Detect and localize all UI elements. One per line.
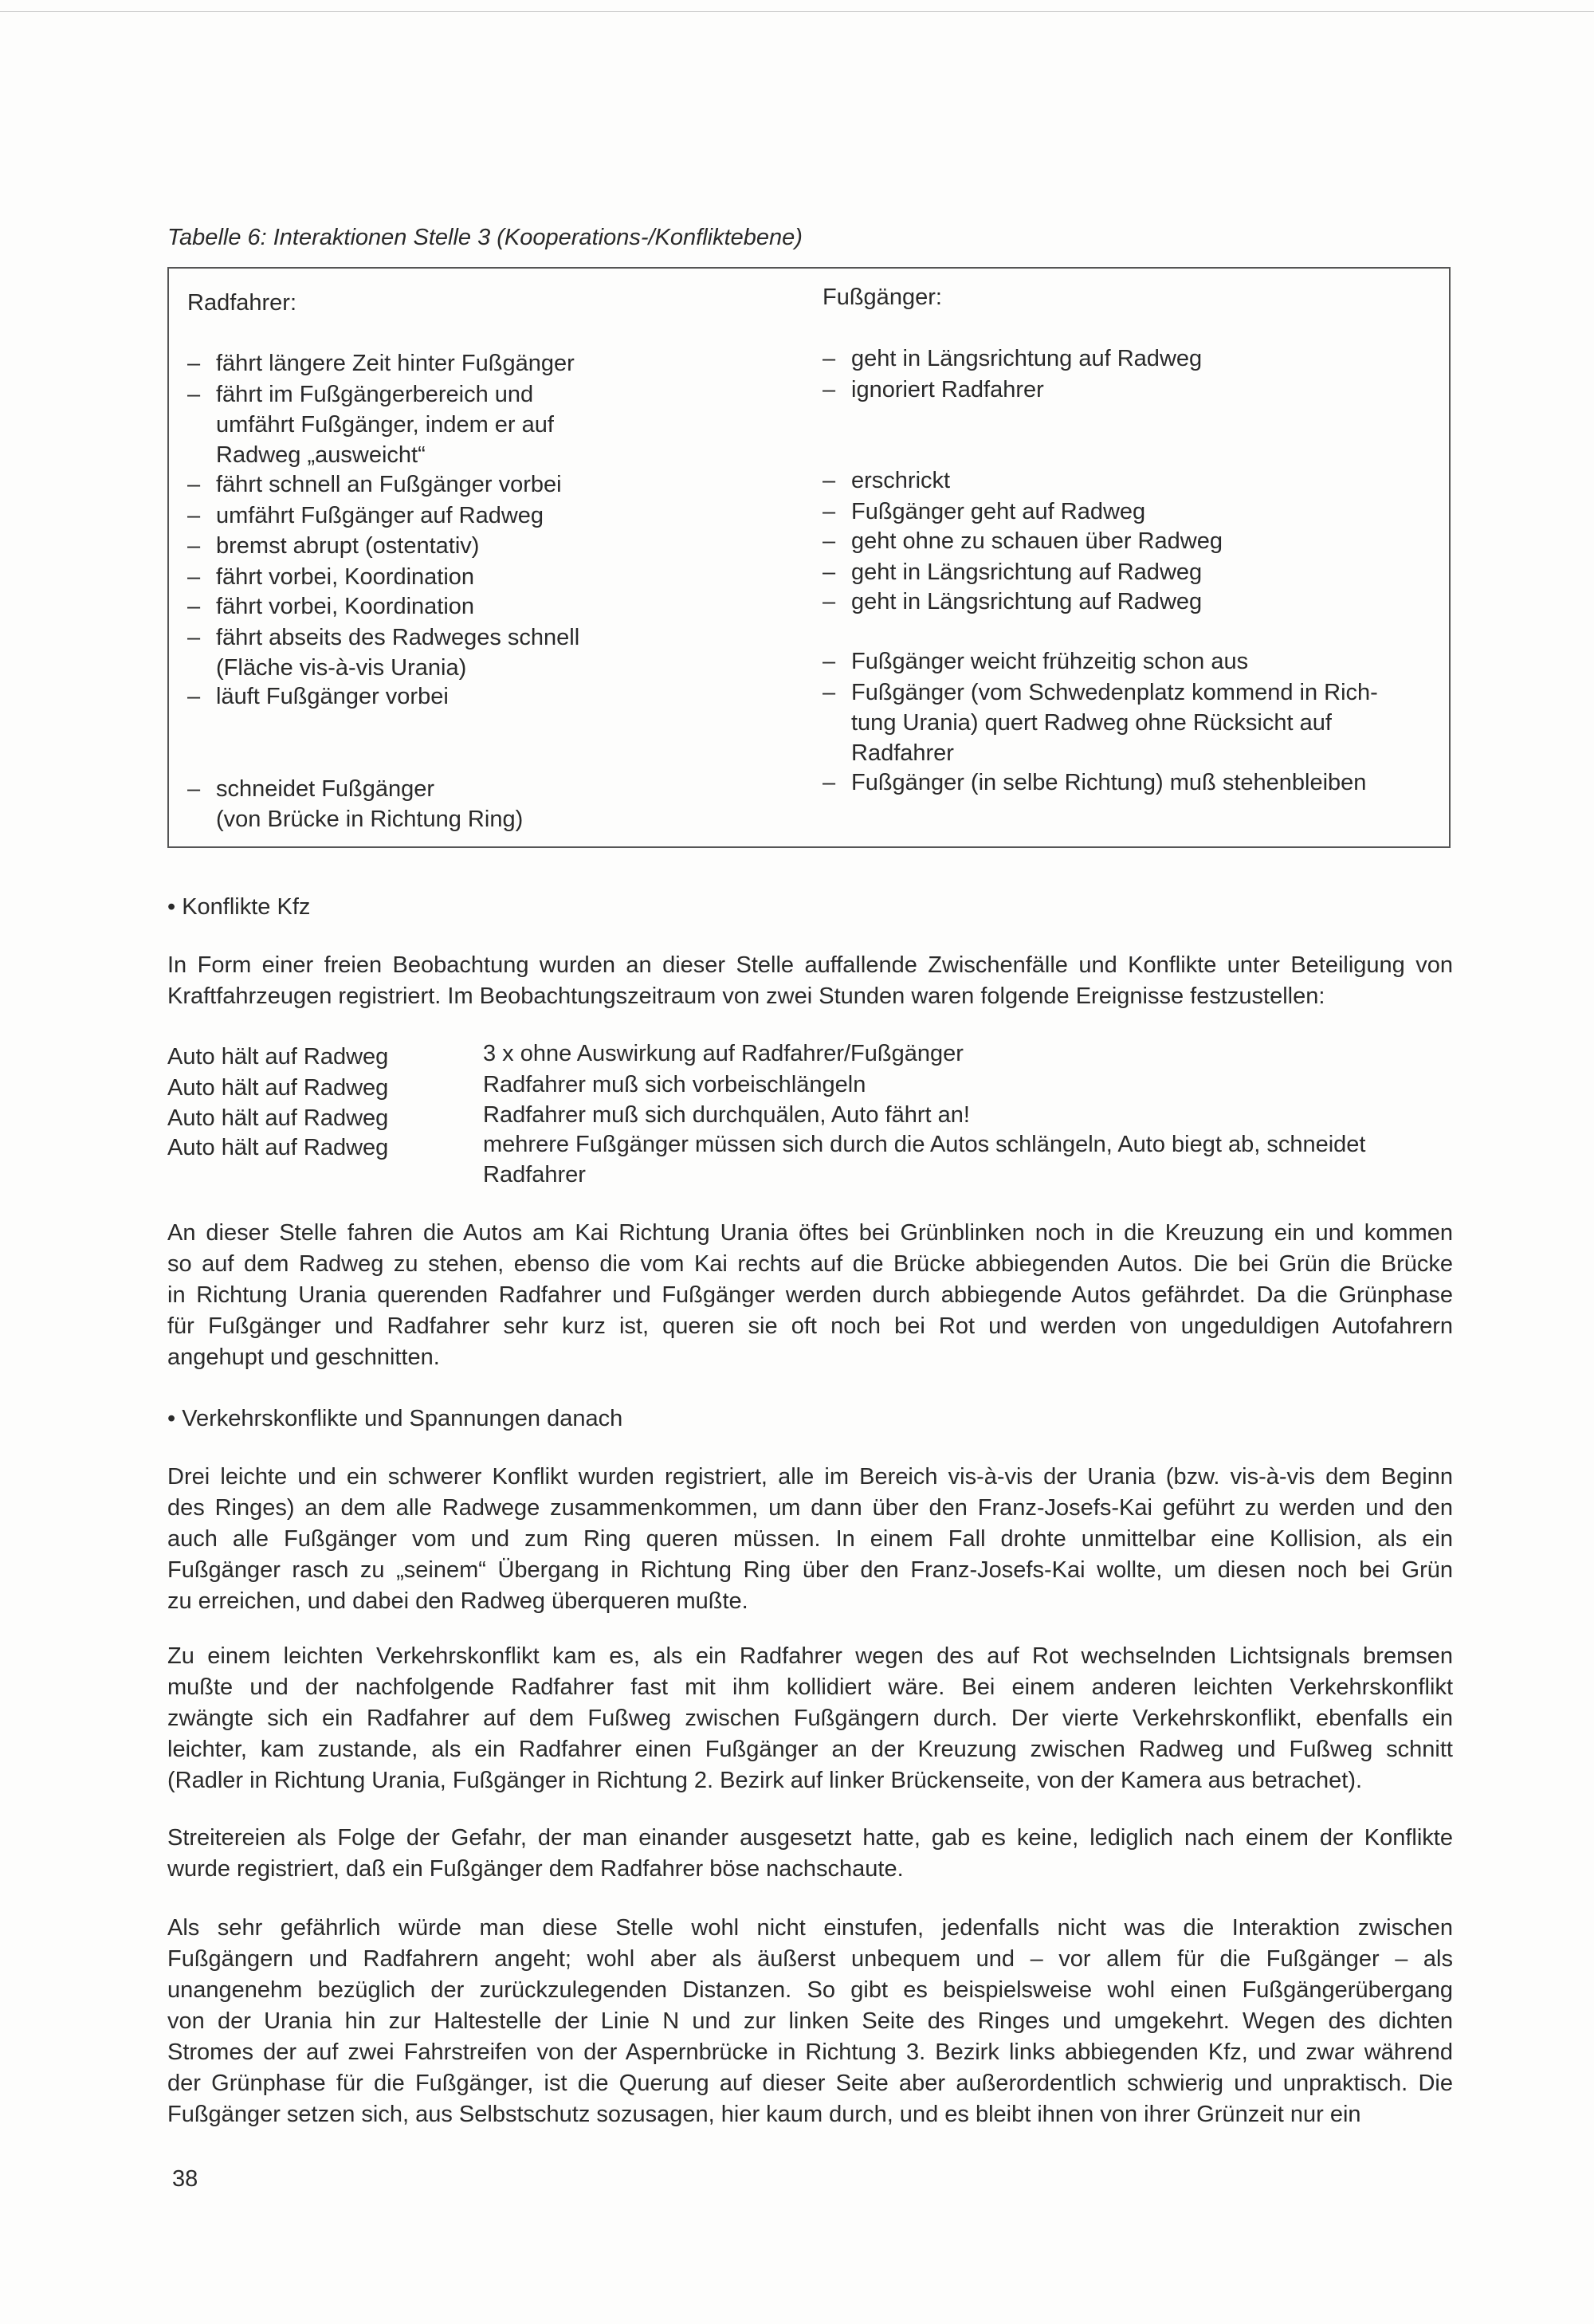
table-item-text: (von Brücke in Richtung Ring) <box>216 807 524 832</box>
text-line: mußte und der nachfolgende Radfahrer fast mit ihm kollidiert wäre. Bei einem anderen leichten Verkehrskonflikt <box>167 1674 1453 1700</box>
table-caption: Tabelle 6: Interaktionen Stelle 3 (Kooperations-/Konfliktebene) <box>167 225 803 250</box>
interaction-table <box>167 267 1451 848</box>
table-item-text: geht in Längsrichtung auf Radweg <box>851 346 1203 371</box>
event-effect: 3 x ohne Auswirkung auf Radfahrer/Fußgänger <box>483 1041 964 1066</box>
text-line: In Form einer freien Beobachtung wurden an dieser Stelle auffallende Zwischenfälle und Konflikte unter Beteiligung von <box>167 952 1453 978</box>
cyclist-column-header: Radfahrer: <box>187 290 297 316</box>
table-item-text: fährt vorbei, Koordination <box>216 594 475 619</box>
dash-bullet: – <box>187 594 201 619</box>
section-heading-conflicts: • Verkehrskonflikte und Spannungen danach <box>167 1406 623 1431</box>
text-line: leichter, kam zustande, als ein Radfahrer einen Fußgänger an der Kreuzung zwischen Radweg und Fußweg schnitt <box>167 1737 1453 1762</box>
table-item-text: bremst abrupt (ostentativ) <box>216 533 480 559</box>
text-line: (Radler in Richtung Urania, Fußgänger in Richtung 2. Bezirk auf linker Brückenseite, von der Kamera aus betrachet). <box>167 1768 1363 1793</box>
dash-bullet: – <box>823 346 836 371</box>
page-number: 38 <box>172 2166 198 2192</box>
text-line: in Richtung Urania querenden Radfahrer und Fußgänger werden durch abbiegende Autos gefährdet. Da die Grünphase <box>167 1282 1453 1308</box>
dash-bullet: – <box>187 776 201 802</box>
dash-bullet: – <box>823 377 836 402</box>
event-effect: Radfahrer muß sich vorbeischlängeln <box>483 1072 866 1097</box>
dash-bullet: – <box>187 564 201 590</box>
text-line: so auf dem Radweg zu stehen, ebenso die vom Kai rechts auf die Brücke abbiegenden Autos. Die bei Grün die Brücke <box>167 1251 1453 1277</box>
paragraph-assessment <box>167 1913 1453 2130</box>
table-item-text: geht ohne zu schauen über Radweg <box>851 528 1223 554</box>
dash-bullet: – <box>823 649 836 674</box>
event-label: Auto hält auf Radweg <box>167 1044 389 1070</box>
text-line: Fußgängern und Radfahrern angeht; wohl aber als äußerst unbequem und – vor allem für die Fußgänger – als <box>167 1946 1453 1972</box>
table-item-text: fährt längere Zeit hinter Fußgänger <box>216 351 575 376</box>
event-effect: Radfahrer <box>483 1162 586 1188</box>
dash-bullet: – <box>823 680 836 705</box>
text-line: von der Urania hin zur Haltestelle der Linie N und zur linken Seite des Ringes und umgekehrt. Wegen des dichten <box>167 2008 1453 2034</box>
table-item-text: Fußgänger weicht frühzeitig schon aus <box>851 649 1249 674</box>
text-line: Streitereien als Folge der Gefahr, der man einander ausgesetzt hatte, gab es keine, lediglich nach einem der Konflikte <box>167 1825 1453 1851</box>
event-label: Auto hält auf Radweg <box>167 1075 389 1101</box>
table-item-text: Fußgänger (in selbe Richtung) muß stehenbleiben <box>851 770 1367 795</box>
event-effect: mehrere Fußgänger müssen sich durch die Autos schlängeln, Auto biegt ab, schneidet <box>483 1132 1366 1157</box>
paragraph-light-conflicts <box>167 1641 1453 1796</box>
table-item-text: geht in Längsrichtung auf Radweg <box>851 589 1203 614</box>
section-heading-kfz: • Konflikte Kfz <box>167 894 311 920</box>
text-line: Als sehr gefährlich würde man diese Stelle wohl nicht einstufen, jedenfalls nicht was die Interaktion zwischen <box>167 1915 1453 1941</box>
text-line: An dieser Stelle fahren die Autos am Kai Richtung Urania öftes bei Grünblinken noch in die Kreuzung ein und kommen <box>167 1220 1453 1246</box>
dash-bullet: – <box>823 499 836 524</box>
text-line: Kraftfahrzeugen registriert. Im Beobachtungszeitraum von zwei Stunden waren folgende Ereignisse festzustellen: <box>167 983 1325 1009</box>
paragraph-conflicts <box>167 1462 1453 1617</box>
event-label: Auto hält auf Radweg <box>167 1135 389 1160</box>
dash-bullet: – <box>187 684 201 709</box>
table-item-text: Fußgänger geht auf Radweg <box>851 499 1146 524</box>
pedestrian-column-header: Fußgänger: <box>823 285 942 310</box>
dash-bullet: – <box>187 503 201 528</box>
text-line: Zu einem leichten Verkehrskonflikt kam es, als ein Radfahrer wegen des auf Rot wechselnden Lichtsignals bremsen <box>167 1643 1453 1669</box>
text-line: unangenehm bezüglich der zurückzulegenden Distanzen. So gibt es beispielsweise wohl einen Fußgängerübergang <box>167 1977 1453 2003</box>
table-item-text: erschrickt <box>851 468 951 493</box>
paragraph-disputes <box>167 1823 1453 1885</box>
dash-bullet: – <box>823 589 836 614</box>
table-item-text: Radfahrer <box>851 740 954 766</box>
paragraph-kfz-intro <box>167 950 1453 1012</box>
table-item-text: umfährt Fußgänger, indem er auf <box>216 412 554 438</box>
dash-bullet: – <box>823 528 836 554</box>
text-line: angehupt und geschnitten. <box>167 1345 440 1370</box>
dash-bullet: – <box>823 559 836 585</box>
table-item-text: läuft Fußgänger vorbei <box>216 684 449 709</box>
table-item-text: Radweg „ausweicht“ <box>216 442 426 468</box>
text-line: Fußgänger rasch zu „seinem“ Übergang in Richtung Ring über den Franz-Josefs-Kai wollte, um diesen noch bei Grün <box>167 1557 1453 1583</box>
text-line: der Grünphase für die Fußgänger, ist die Querung auf dieser Seite aber außerordentlich schwierig und unpraktisch. Die <box>167 2071 1453 2096</box>
dash-bullet: – <box>187 382 201 407</box>
table-item-text: fährt vorbei, Koordination <box>216 564 475 590</box>
paragraph-kfz-description <box>167 1218 1453 1373</box>
table-item-text: schneidet Fußgänger <box>216 776 435 802</box>
dash-bullet: – <box>187 351 201 376</box>
text-line: zwängte sich ein Radfahrer auf dem Fußweg zwischen Fußgängern durch. Der vierte Verkehrskonflikt, ebenfalls ein <box>167 1706 1453 1731</box>
text-line: Stromes der auf zwei Fahrstreifen von der Aspernbrücke in Richtung 3. Bezirk links abbiegenden Kfz, und zwar während <box>167 2039 1453 2065</box>
table-item-text: umfährt Fußgänger auf Radweg <box>216 503 544 528</box>
table-item-text: Fußgänger (vom Schwedenplatz kommend in Rich- <box>851 680 1378 705</box>
dash-bullet: – <box>823 770 836 795</box>
text-line: Fußgänger setzen sich, aus Selbstschutz sozusagen, hier kaum durch, und es bleibt ihnen von ihrer Grünzeit nur ein <box>167 2102 1361 2127</box>
table-item-text: ignoriert Radfahrer <box>851 377 1044 402</box>
table-item-text: fährt im Fußgängerbereich und <box>216 382 534 407</box>
dash-bullet: – <box>823 468 836 493</box>
dash-bullet: – <box>187 472 201 497</box>
text-line: wurde registriert, daß ein Fußgänger dem Radfahrer böse nachschaute. <box>167 1856 904 1882</box>
text-line: für Fußgänger und Radfahrer sehr kurz ist, queren sie oft noch bei Rot und werden von ungeduldigen Autofahrern <box>167 1313 1453 1339</box>
event-label: Auto hält auf Radweg <box>167 1105 389 1131</box>
dash-bullet: – <box>187 533 201 559</box>
table-item-text: geht in Längsrichtung auf Radweg <box>851 559 1203 585</box>
page-edge-line <box>0 11 1594 12</box>
table-item-text: fährt abseits des Radweges schnell <box>216 625 580 650</box>
text-line: zu erreichen, und dabei den Radweg überqueren mußte. <box>167 1588 748 1614</box>
dash-bullet: – <box>187 625 201 650</box>
text-line: des Ringes) an dem alle Radwege zusammenkommen, um dann über den Franz-Josefs-Kai geführt zu werden und den <box>167 1495 1453 1521</box>
table-item-text: fährt schnell an Fußgänger vorbei <box>216 472 562 497</box>
text-line: auch alle Fußgänger vom und zum Ring queren müssen. In einem Fall drohte unmittelbar eine Kollision, als ein <box>167 1526 1453 1552</box>
event-effect: Radfahrer muß sich durchquälen, Auto fährt an! <box>483 1102 970 1128</box>
table-item-text: tung Urania) quert Radweg ohne Rücksicht auf <box>851 710 1332 736</box>
text-line: Drei leichte und ein schwerer Konflikt wurden registriert, alle im Bereich vis-à-vis der Urania (bzw. vis-à-vis dem Beginn <box>167 1464 1453 1490</box>
table-item-text: (Fläche vis-à-vis Urania) <box>216 655 467 681</box>
